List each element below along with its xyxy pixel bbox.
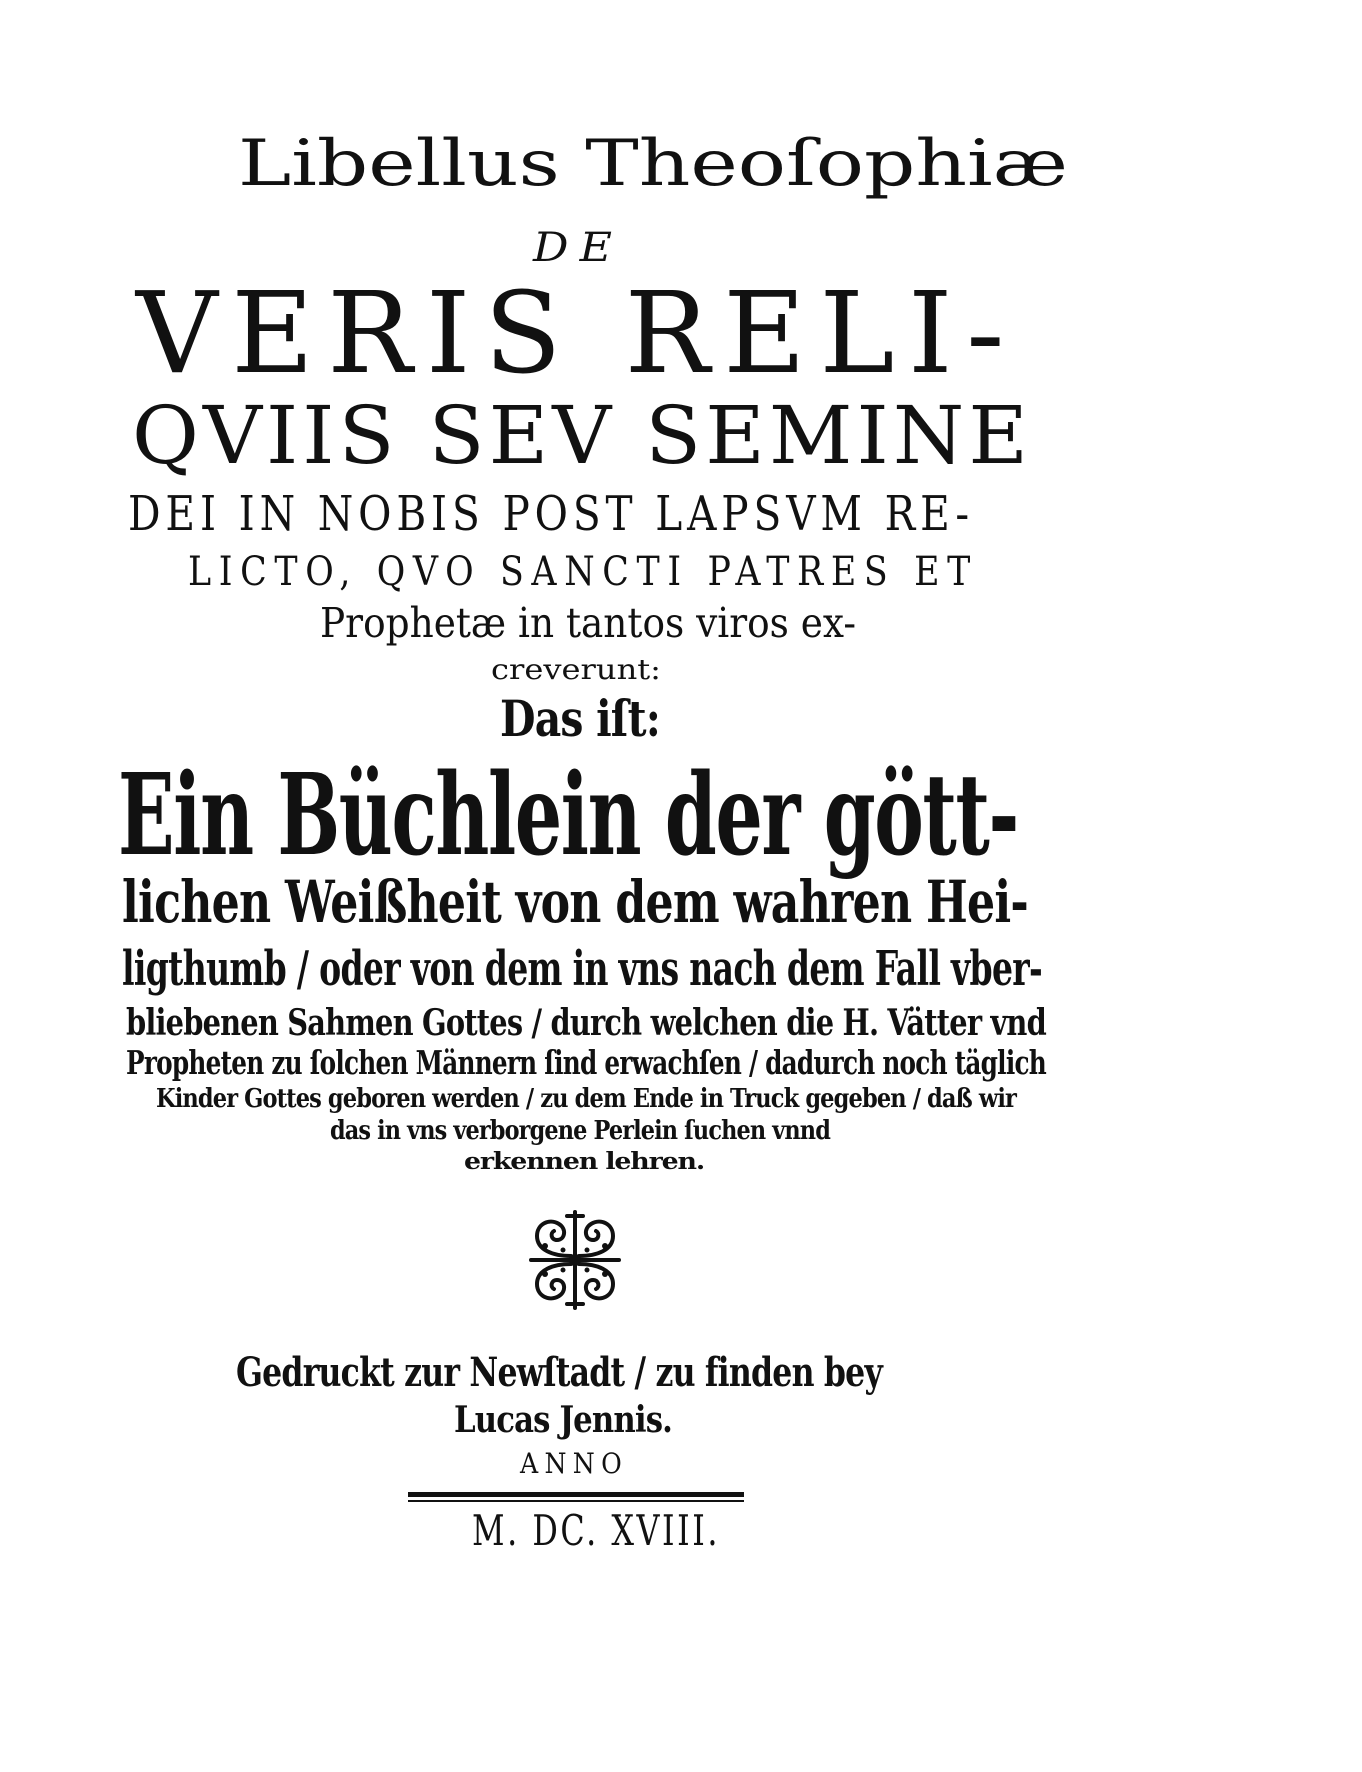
latin-title-line: Libellus Theoſophiæ xyxy=(238,127,1068,201)
german-title-line: Ein Büchlein der gött- xyxy=(118,750,1018,881)
connector-line: Das iſt: xyxy=(500,689,660,748)
imprint-printer-line: Gedruckt zur Newſtadt / zu finden bey xyxy=(236,1349,882,1396)
rule-thick xyxy=(408,1492,744,1497)
imprint-anno: ANNO xyxy=(520,1447,629,1480)
latin-title-line: QVIIS SEV SEMINE xyxy=(132,389,1032,482)
german-title-line: ligthumb / oder von dem in vns nach dem Fall vber- xyxy=(122,941,1043,997)
latin-title-line: VERIS RELI- xyxy=(136,269,1018,399)
imprint-year: M. DC. XVIII. xyxy=(472,1506,720,1555)
latin-title-line: DEI IN NOBIS POST LAPSVM RE- xyxy=(128,486,974,542)
german-title-line: bliebenen Sahmen Gottes / durch welchen die H. Vätter vnd xyxy=(126,1002,1046,1044)
german-title-line: Propheten zu ſolchen Männern ſind erwachſen / dadurch noch täglich xyxy=(126,1043,1046,1082)
ornament-fleuron-icon xyxy=(523,1206,627,1314)
rule-thin xyxy=(408,1500,744,1502)
german-title-line: erkennen lehren. xyxy=(464,1148,704,1175)
german-title-line: Kinder Gottes geboren werden / zu dem Ende in Truck gegeben / daß wir xyxy=(156,1084,1017,1114)
imprint-publisher-line: Lucas Jennis. xyxy=(454,1399,672,1441)
german-title-line: das in vns verborgene Perlein ſuchen vnnd xyxy=(330,1116,831,1146)
latin-title-line: Prophetæ in tantos viros ex- xyxy=(320,599,857,647)
latin-title-line: creverunt: xyxy=(491,653,661,686)
latin-title-line: DE xyxy=(533,225,624,271)
latin-title-line: LICTO, QVO SANCTI PATRES ET xyxy=(188,549,978,595)
german-title-line: lichen Weißheit von dem wahren Hei- xyxy=(122,868,1029,936)
